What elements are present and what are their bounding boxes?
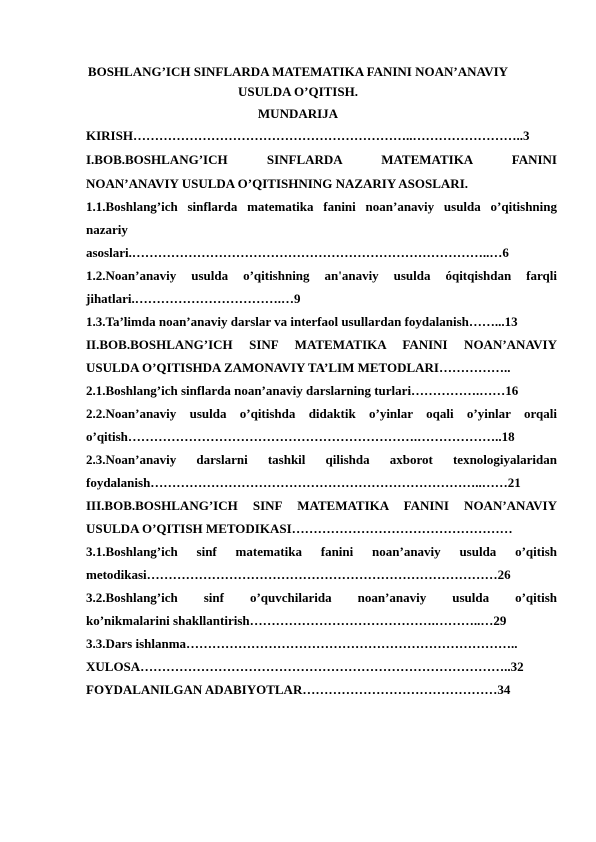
toc-line: asoslari.………………………………………………………………………..…6 <box>86 245 509 260</box>
toc-line: 2.1.Boshlang’ich sinflarda noan’anaviy darslarning turlari…………….……16 <box>86 383 519 398</box>
toc-line: ko’nikmalarini shakllantirish…………………………………….………..…29 <box>86 613 507 628</box>
toc-line: o’qitish………………………………………………………….………………..18 <box>86 429 515 444</box>
toc-line: USULDA O’QITISHDA ZAMONAVIY TA’LIM METODLARI…………….. <box>86 360 511 375</box>
toc-line: 1.3.Ta’limda noan’anaviy darslar va interfaol usullardan foydalanish……...13 <box>86 314 518 329</box>
contents-heading: MUNDARIJA <box>257 106 339 121</box>
document-title-line2: USULDA O’QITISH. <box>238 84 358 99</box>
toc-line: USULDA O’QITISH METODIKASI…………………………………………… <box>86 521 513 536</box>
toc-line: III.BOB.BOSHLANG’ICH SINF MATEMATIKA FANINI NOAN’ANAVIY <box>86 498 557 513</box>
toc-line: foydalanish…………………………………………………………………..……21 <box>86 475 521 490</box>
toc-line: 1.2.Noan’anaviy usulda o’qitishning an'anaviy usulda óqitqishdan farqli <box>86 268 557 283</box>
toc-line: II.BOB.BOSHLANG’ICH SINF MATEMATIKA FANINI NOAN’ANAVIY <box>86 337 557 352</box>
toc-line: FOYDALANILGAN ADABIYOTLAR………………………………………34 <box>86 682 511 697</box>
toc-line: NOAN’ANAVIY USULDA O’QITISHNING NAZARIY ASOSLARI. <box>86 176 469 191</box>
toc-line: jihatlari.…………………………….…9 <box>86 291 301 306</box>
toc-line: metodikasi………………………………………………………………………26 <box>86 567 511 582</box>
toc-line: 1.1.Boshlang’ich sinflarda matematika fanini noan’anaviy usulda o’qitishning <box>86 199 557 214</box>
toc-line: 3.3.Dars ishlanma………………………………………………………………….. <box>86 636 518 651</box>
toc-line: nazariy <box>86 222 128 237</box>
document-title-line1: BOSHLANG’ICH SINFLARDA MATEMATIKA FANINI NOAN’ANAVIY <box>87 64 509 79</box>
toc-line: 2.2.Noan’anaviy usulda o’qitishda didaktik o’yinlar oqali o’yinlar orqali <box>86 406 557 421</box>
toc-line: XULOSA…………………………………………………………………………..32 <box>86 659 524 674</box>
toc-line: 3.2.Boshlang’ich sinf o’quvchilarida noan’anaviy usulda o’qitish <box>86 590 557 605</box>
toc-line: KIRISH………………………………………………………..……………………..3 <box>86 128 530 143</box>
toc-line: 3.1.Boshlang’ich sinf matematika fanini noan’anaviy usulda o’qitish <box>86 544 557 559</box>
toc-line: 2.3.Noan’anaviy darslarni tashkil qilishda axborot texnologiyalaridan <box>86 452 557 467</box>
toc-line: I.BOB.BOSHLANG’ICH SINFLARDA MATEMATIKA FANINI <box>86 152 557 167</box>
